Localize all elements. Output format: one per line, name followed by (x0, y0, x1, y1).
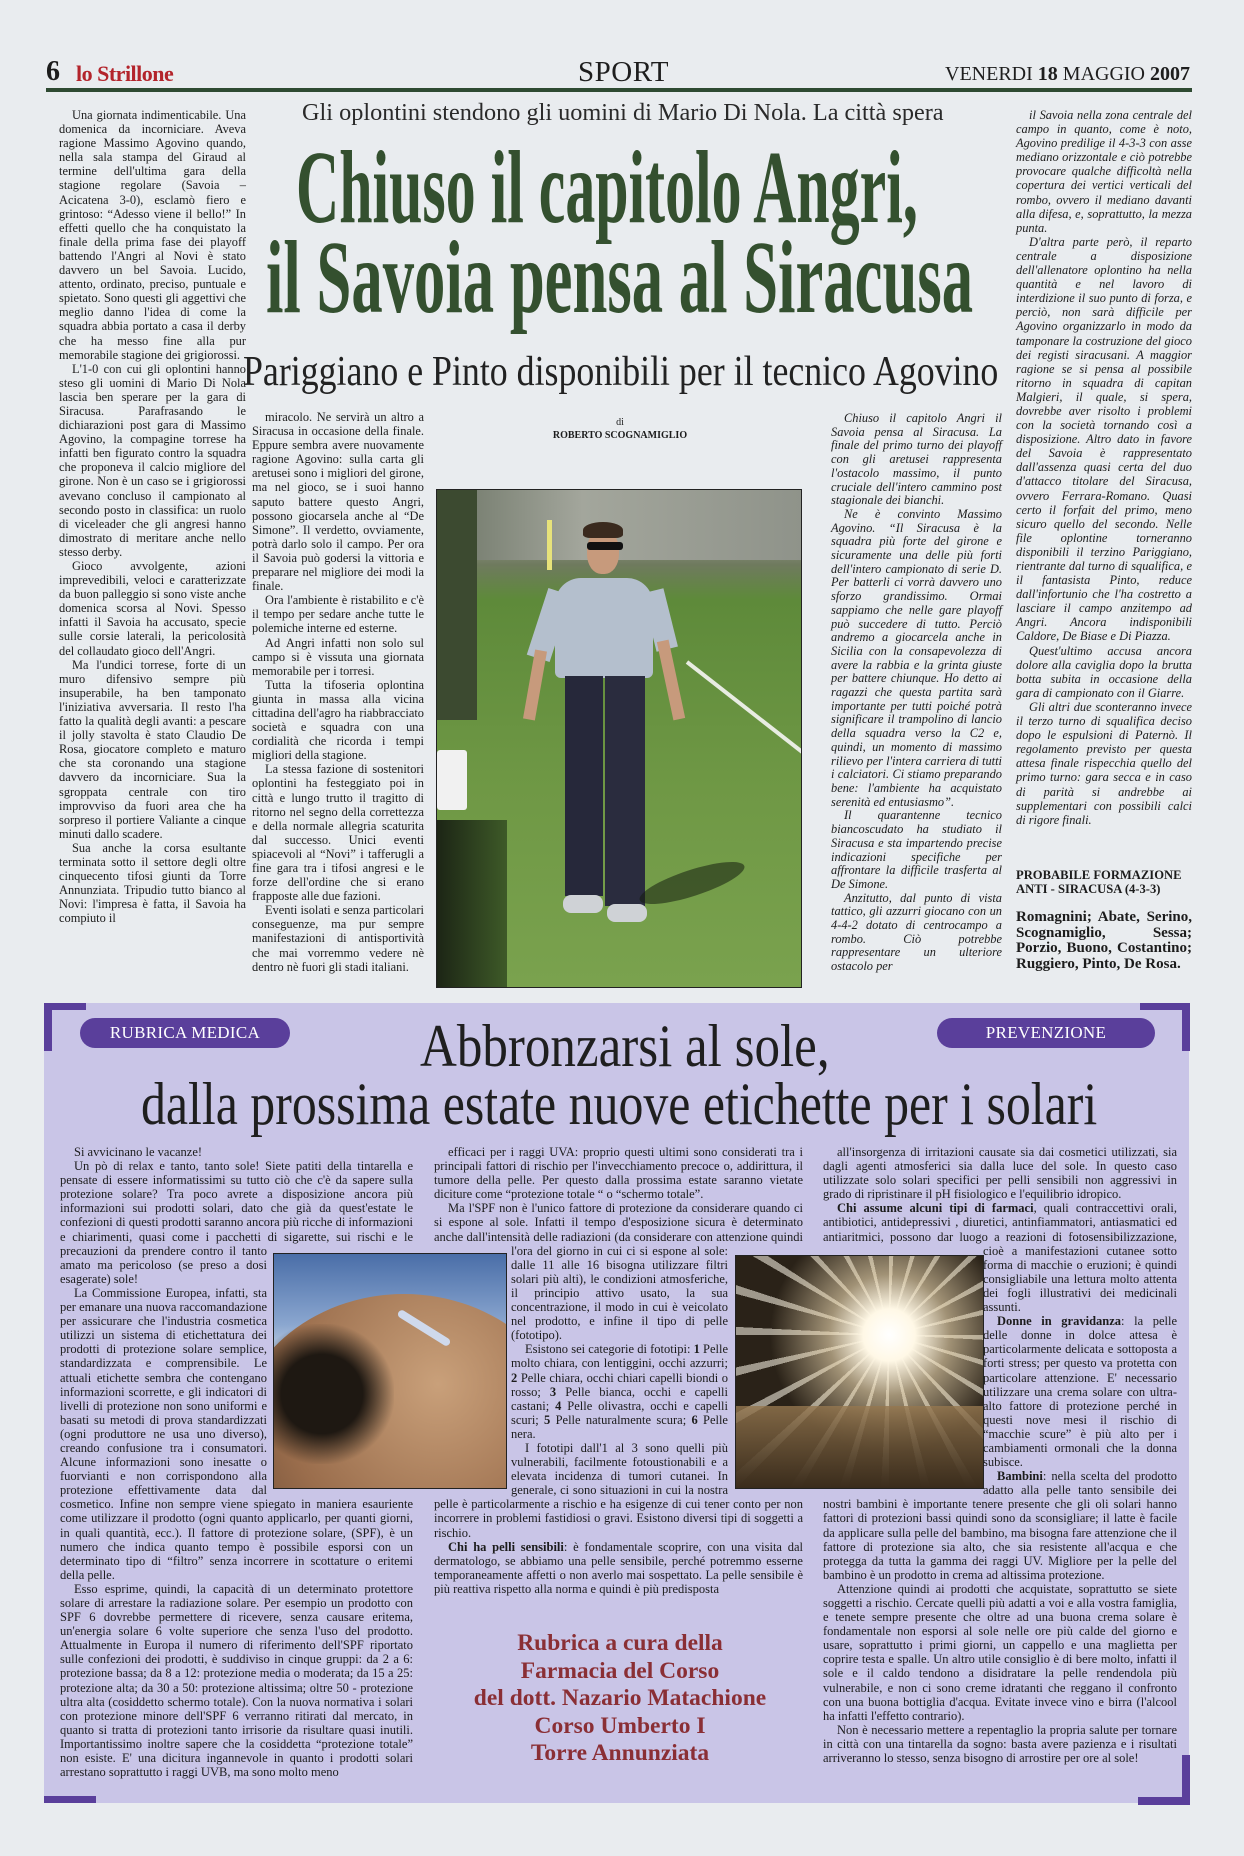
article-column-4 (1016, 108, 1192, 827)
corner-bracket (1140, 1003, 1190, 1010)
article-column-3 (831, 412, 1002, 974)
formation-lineup: Romagnini; Abate, Serino, Scognamiglio, Sessa; Porzio, Buono, Costantino; Ruggiero, Pinto, De Rosa. (1016, 909, 1192, 972)
medical-title-line-2: dalla prossima estate nuove etichette per i solari (141, 1071, 1098, 1137)
badge-rubrica-medica: RUBRICA MEDICA (80, 1018, 290, 1048)
paragraph: Il quarantenne tecnico biancoscudato ha studiato il Siracusa e sta impartendo precise indicazioni specifiche per affrontare la difficile trasferta al De Simone. (831, 808, 1002, 891)
headline-line-2: il Savoia pensa al Siracusa (266, 220, 974, 335)
paragraph: Ma l'undici torrese, forte di un muro difensivo sempre più insuperabile, ha ben tamponato l'iniziativa avversaria. Il resto l'ha fatto la qualità degli avanti: a pescare il jolly stavolta è stato Claudio De Rosa, giocatore completo e maturo che sta coronando una stagione davvero da incorniciare. Sua la sgroppata centrale con tiro improvviso da fuori area che ha sorpreso il portiere Valiante a cinque minuti dallo scadere. (59, 657, 246, 841)
byline-prefix: di (616, 417, 624, 428)
credit-line: Farmacia del Corso (520, 1657, 720, 1684)
bold-lead: Chi assume alcuni tipi di farmaci (837, 1201, 1034, 1216)
article-column-1 (59, 108, 246, 925)
page-number: 6 (46, 56, 60, 87)
credit-line: Corso Umberto I (534, 1712, 706, 1739)
paragraph: Gli altri due sconteranno invece il terzo turno di squalifica deciso dopo le espulsioni di Paternò. Il regolamento previsto per questa attesa finale rispecchia quello del primo turno: gara secca e in caso di parità si andrebbe ai supplementari con possibili calci di rigore finali. (1016, 699, 1192, 827)
bold-lead: 4 (555, 1398, 562, 1413)
text-run: Pelle chiara, occhi chiari capelli biondi o rosso; (511, 1370, 728, 1399)
medical-column-1 (60, 1145, 413, 1779)
bold-lead: 2 (511, 1370, 518, 1385)
corner-bracket (44, 1003, 52, 1051)
paragraph: il Savoia nella zona centrale del campo in quanto, come è noto, Agovino predilige il 4-3-3 con asse mediano orizzontale e ciò potrebbe provocare qualche difficoltà nella copertura dei vertici verticali del rombo, ovvero il mediano davanti alla difesa, e, soprattutto, la mezza punta. (1016, 108, 1192, 235)
paragraph: Una giornata indimenticabile. Una domenica da incorniciare. Aveva ragione Massimo Agovino quando, nella sala stampa del Giraud al termine dell'ultima gara della stagione regolare (Savoia – Acicatena 3-0), esclamò fiero e grintoso: “Adesso viene il bello!” In effetti quello che ha conquistato la finale della prima fase dei playoff battendo l'Angri al Novi è stato davvero un bel Savoia. Lucido, attento, ordinato, preciso, puntuale e spietato. Sono questi gli aggettivi che meglio danno l'idea di come la squadra abbia portato a casa il derby che ha messo fine alla pur memorabile stagione dei grigiorossi. (59, 108, 246, 362)
badge-prevenzione: PREVENZIONE (937, 1018, 1155, 1048)
paragraph: all'insorgenza di irritazioni causate sia dai cosmetici utilizzati, sia dagli agenti atmosferici sia dalla luce del sole. In questo caso utilizzate solo solari specifici per pelli sensibili non aggressivi in grado di ripristinare il pH fisiologico e l'equilibrio idropico. (823, 1145, 1177, 1202)
paragraph: I fototipi dall'1 al 3 sono quelli più vulnerabili, facilmente fotoustionabili e a elevata incidenza di tumori cutanei. In generale, ci sono situazioni in cui la nostra pelle è particolarmente a rischio e ha esigenze di cui tener conto per non incorrere in problemi fastidiosi o gravi. Esistono diversi tipi di soggetti a rischio. (434, 1440, 803, 1540)
paragraph: Ora l'ambiente è ristabilito e c'è il tempo per sedare anche tutte le polemiche interne ed esterne. (252, 593, 424, 636)
article-column-2 (252, 410, 424, 974)
text-run: Pelle naturalmente scura; (550, 1412, 692, 1427)
text-run: Pelle nera. (511, 1412, 728, 1441)
credit-line: del dott. Nazario Matachione (473, 1685, 767, 1711)
issue-date (945, 63, 1190, 86)
date-month: MAGGIO (1057, 63, 1150, 85)
paragraph: miracolo. Ne servirà un altro a Siracusa in occasione della finale. Eppure sembra avere nuovamente ragione Agovino: sulla carta gli aretusei sono i migliori del girone, ma nel gioco, se i suoi hanno saputo battere questo Angri, possono giocarsela anche al “De Simone”. Il verdetto, ovviamente, potrà darlo solo il campo. Per ora il Savoia può godersi la vittoria e preparare nel migliore dei modi la finale. (252, 410, 424, 594)
date-day: VENERDI (945, 63, 1038, 85)
bold-lead: 3 (549, 1384, 557, 1399)
corner-bracket (1182, 1003, 1190, 1051)
newspaper-masthead: lo Strillone (76, 61, 174, 86)
text-run: Pelle molto chiara, con lentiggini, occhi azzurri; (511, 1342, 729, 1371)
corner-bracket (44, 1796, 96, 1803)
paragraph: Un pò di relax e tanto, tanto sole! Siete patiti della tintarella e pensate di essere informatissimi su tutto ciò che c'è da sapere sulla protezione solare? Tra poco avrete a disposizione ancora più informazioni sui prodotti solari, dato che già da quest'estate le confezioni di questi prodotti saranno ancora più ricche di informazioni e chiarimenti, quasi come i pacchetti di sigarette, sui rischi e le precauzioni da prendere contro il tanto amato ma pericoloso (se preso a dosi esagerate) sole! (60, 1159, 414, 1286)
medical-column-2 (434, 1145, 803, 1596)
text-run: Pelle olivastra, occhi e capelli scuri; (511, 1398, 728, 1427)
paragraph: Sua anche la corsa esultante terminata sotto il settore degli oltre cinquecento tifosi giunti da Torre Annunziata. Tripudio tutto bianco al Novi: l'impresa è fatta, il Savoia ha compiuto il (59, 840, 246, 926)
headline-line-1: Chiuso il capitolo Angri, (296, 130, 918, 245)
text-run: , quali contraccettivi orali, antibiotici, antidepressivi , diuretici, antinfiammatori, antiasmatici ed antiaritmici, possono dar luogo a reazioni di fotosensibilizzazione, cioè a manifestazioni cutanee sotto forma di macchie o eruzioni; è quindi consigliabile una lettura molto attenta dei fogli illustrativi dei medicinali assunti. (823, 1201, 1177, 1315)
article-subheadline: Pariggiano e Pinto disponibili per il tecnico Agovino (243, 349, 999, 395)
paragraph: efficaci per i raggi UVA: proprio questi ultimi sono considerati tra i principali fattori di rischio per l'invecchiamento precoce o, addirittura, il tumore della pelle. Per questo dalla prossima estate saranno vietate diciture come “protezione totale “ o “schermo totale”. (434, 1145, 803, 1202)
paragraph: Ad Angri infatti non solo sul campo si è vissuta una giornata memorabile per i torresi. (252, 635, 424, 678)
paragraph: Ma l'SPF non è l'unico fattore di protezione da considerare quando ci si espone al sole. Infatti il tempo d'esposizione sicura è determinato anche dall'intensità delle radiazioni (da considerare con attenzione quindi l'ora del giorno in cui ci si espone al sole: dalle 11 alle 16 bisogna utilizzare filtri solari più alti), le condizioni atmosferiche, il principio attivo usato, la sua concentrazione, il modo in cui è veicolato nel prodotto, e infine il tipo di pelle (fototipo). (434, 1201, 803, 1343)
credit-line: Torre Annunziata (530, 1740, 710, 1766)
bold-lead: 6 (691, 1412, 698, 1427)
paragraph: La stessa fazione di sostenitori oplontini ha festeggiato poi in città e lungo trutto il tragitto di ritorno nel segno della correttezza e della normale allegria scaturita dal successo. Unici eventi spiacevoli al “Novi” i tafferugli a fine gara tra i tifosi angresi e le forze dell'ordine che si erano frapposte alle due fazioni. (252, 762, 424, 904)
credit-line: Rubrica a cura della (517, 1630, 723, 1656)
paragraph: Quest'ultimo accusa ancora dolore alla caviglia dopo la brutta botta subita in occasione della gara di campionato con il Giarre. (1016, 643, 1192, 700)
paragraph: Anzitutto, dal punto di vista tattico, gli azzurri giocano con un 4-4-2 dotato di centrocampo a rombo. Ciò potrebbe rappresentare un ulteriore ostacolo per (831, 890, 1002, 974)
paragraph: Eventi isolati e senza particolari conseguenze, ma pur sempre manifestazioni di antisportività che mai vorremmo vedere nè dentro nè fuori gli stadi italiani. (252, 903, 424, 974)
paragraph: Non è necessario mettere a repentaglio la propria salute per tornare in città con una tintarella da sogno: basta avere pazienza e i risultati arriveranno lo stesso, senza bisogno di arrostire per ore al sole! (823, 1722, 1177, 1766)
text-run: Esistono sei categorie di fototipi: (525, 1342, 694, 1357)
column-credit (420, 1630, 820, 1768)
paragraph: Si avvicinano le vacanze! (74, 1145, 203, 1159)
paragraph: Chiuso il capitolo Angri il Savoia pensa al Siracusa. La finale del primo turno dei playoff con gli aretusei rappresenta l'ostacolo massimo, il punto cruciale dell'intero cammino post stagionale dei bianchi. (831, 411, 1002, 508)
header-rule (46, 88, 1192, 92)
coach-photo (436, 489, 802, 988)
byline (540, 416, 700, 442)
paragraph (434, 1540, 803, 1596)
paragraph: Ne è convinto Massimo Agovino. “Il Siracusa è la squadra più forte del girone e sicuramente una delle più forti dell'intero campionato di serie D. Per batterli ci vorrà davvero uno sforzo grandissimo. Ormai sappiamo che nelle gare playoff può succedere di tutto. Perciò andremo a giocarcela anche in Sicilia con la consapevolezza di avere la rabbia e la grinta giuste per battere chiunque. Ho detto ai ragazzi che questa partita sarà importante per tutti poiché potrà significare il trampolino di lancio della squadra verso la C2 e, quindi, un momento di massimo rilievo per l'intera carriera di tutti i calciatori. Ci stiamo preparando bene: l'ambiente ha acquistato serenità ed entusiasmo”. (831, 506, 1002, 809)
paragraph: Tutta la tifoseria oplontina giunta in massa alla vicina cittadina dell'agro ha riabbracciato società e squadra con una cordialità che ricorda i tempi migliori della stagione. (252, 677, 424, 763)
text-run: : è fondamentale scoprire, con una visita dal dermatologo, se abbiamo una pelle sensibile, perché potremmo esserne temporaneamente affetti o non averlo mai sospettato. La pelle sensibile è più reattiva rispetto alla norma e quindi è più predisposta (434, 1539, 803, 1596)
text-run: : la pelle delle donne in dolce attesa è particolarmente delicata e sottoposta a forti stress; per questo va protetta con particolare attenzione. E' necessario utilizzare una crema solare con ultra-alto fattore di protezione perché in questi nove mesi il rischio di “macchie scure” è più alto per i cambiamenti ormonali che la donna subisce. (983, 1314, 1177, 1470)
formation-heading: PROBABILE FORMAZIONE ANTI - SIRACUSA (4-3-3) (1016, 868, 1182, 896)
text-run: : nella scelta del prodotto adatto alla pelle tanto sensibile dei nostri bambini è importante tenere presente che gli oli solari hanno fattori di protezioni bassi quindi sono da sconsigliare; il latte è facile da applicare sulla pelle del bambino, ma bisogna fare attenzione che il fattore di protezione sia alto, che sia resistente all'acqua e che protegga da tutta la gamma dei raggi UV. Migliore per la pelle del bambino è un prodotto in crema ad altissima protezione. (823, 1469, 1177, 1582)
medical-title-line-1: Abbronzarsi al sole, (420, 1013, 830, 1079)
paragraph: La Commissione Europea, infatti, sta per emanare una nuova raccomandazione per assicurare che l'industria cosmetica utilizzi un sistema di etichettatura dei prodotti di protezione solare semplice, standardizzata e comprensibile. Le attuali etichette sembra che contengano informazioni scorrette, e gli indicatori di livelli di protezione non sono uniformi e basati su metodi di prova standardizzati (ogni produttore ne usa uno diverso), creando confusione tra i consumatori. Alcune informazioni sono inesatte o fuorvianti e non corrispondono alla protezione effettivamente data dal cosmetico. Infine non sempre viene spiegato in maniera esauriente come utilizzare il prodotto (ogni quanto applicarlo, per quanti giorni, in quali quantità, ecc.). Il fattore di protezione solare, (SPF), è un numero che indica quanto tempo è possibile esporsi con un determinato tipo di “filtro” senza incorrere in scottature o eritemi della pelle. (60, 1285, 413, 1582)
article-kicker: Gli oplontini stendono gli uomini di Mario Di Nola. La città spera (302, 100, 944, 126)
date-number: 18 (1037, 63, 1058, 85)
medical-column-3 (823, 1145, 1177, 1765)
bold-lead: 5 (544, 1412, 551, 1427)
bold-lead: Donne in gravidanza (997, 1314, 1122, 1329)
text-run: Pelle bianca, occhi e capelli castani; (511, 1384, 728, 1413)
date-year: 2007 (1150, 63, 1190, 85)
section-title: SPORT (578, 56, 670, 88)
byline-author: ROBERTO SCOGNAMIGLIO (552, 430, 688, 441)
corner-bracket (1138, 1797, 1190, 1805)
paragraph: Attenzione quindi ai prodotti che acquistate, soprattutto se siete soggetti a rischio. Cercate quelli più adatti a voi e alla vostra famiglia, e tenete sempre presente che oltre ad una buona crema solare è fondamentale non esporsi al sole nelle ore più calde del giorno e usare, soprattutto i primi giorni, un cappello e una maglietta per coprire testa e spalle. Un altro utile consiglio è di bere molto, infatti il sole e il caldo tendono a disidratare la pelle rendendola più vulnerabile, e non ci sono creme idratanti che reggano il confronto con una buona bottiglia d'acqua. Evitate invece vino e birra (l'alcool ha infatti l'effetto contrario). (823, 1581, 1177, 1723)
paragraph: D'altra parte però, il reparto centrale a disposizione dell'allenatore oplontino ha nella quantità e nel lavoro di interdizione il suo punto di forza, e perciò, non sarà difficile per Agovino organizzarlo in modo da tamponare la costruzione del gioco dei registi siracusani. A maggior ragione se si pensa al possibile ritorno in squadra di capitan Malgieri, il quale, si spera, dovrebbe aver risolto i problemi con la società tornando così a disposizione. Altro dato in favore del Savoia è rappresentato dall'assenza quasi certa del duo d'attacco titolare del Siracusa, ovvero Ferrara-Romano. Quasi certo il forfait del primo, meno sicuro quello del secondo. Nelle file oplontine torneranno disponibili il terzino Pariggiano, rientrante dal turno di squalifica, e il fantasista Pinto, reduce dall'infortunio che l'ha costretto a lasciare il campo anzitempo ad Angri. Ancora indisponibili Caldore, De Biase e Di Piazza. (1016, 234, 1192, 644)
paragraph: Esso esprime, quindi, la capacità di un determinato protettore solare di arrestare la radiazione solare. Per esempio un prodotto con SPF 6 dovrebbe permettere di ricevere, senza causare eritema, un'energia solare 6 volte superiore che senza l'uso del prodotto. Attualmente in Europa il numero di riferimento dell'SPF riportato sulle confezioni dei prodotti, è suddiviso in cinque gruppi: da 2 a 6: protezione bassa; da 8 a 12: protezione media o moderata; da 15 a 25: protezione alta; da 30 a 50: protezione altissima; oltre 50 - protezione ultra alta (cosiddetto schermo totale). Con la nuova normativa i solari con protezione minore dell'SPF 6 verranno ritirati dal mercato, in quanto si tratta di protezioni tanto irrisorie da risultare quasi inutili. Importantissimo inoltre sapere che la cosiddetta “protezione totale” non esiste. E' una dicitura ingannevole in quanto i prodotti solari arrestano soprattutto i raggi UVB, ma sono molto meno (60, 1581, 413, 1780)
bold-lead: 1 (693, 1342, 700, 1357)
bold-lead: Bambini (997, 1469, 1043, 1484)
paragraph: Gioco avvolgente, azioni imprevedibili, veloci e caratterizzate da buon palleggio si sono viste anche domenica scorsa al Novi. Spesso infatti il Savoia ha accusato, specie sulle corsie laterali, la pericolosità del collaudato gioco dell'Angri. (59, 559, 246, 658)
paragraph: L'1-0 con cui gli oplontini hanno steso gli uomini di Mario Di Nola lascia ben sperare per la gara di Siracusa. Parafrasando le dichiarazioni post gara di Massimo Agovino, la compagine torrese ha infatti ben figurato contro la squadra che proponeva il calcio migliore del girone. Non è un caso se i grigiorossi avevano concluso il campionato al secondo posto in classifica: un ruolo di viceleader che gli angresi hanno dimostrato di meritare anche nello stesso derby. (59, 361, 246, 559)
corner-bracket (44, 1003, 86, 1010)
bold-lead: Chi ha pelli sensibili (448, 1539, 564, 1554)
